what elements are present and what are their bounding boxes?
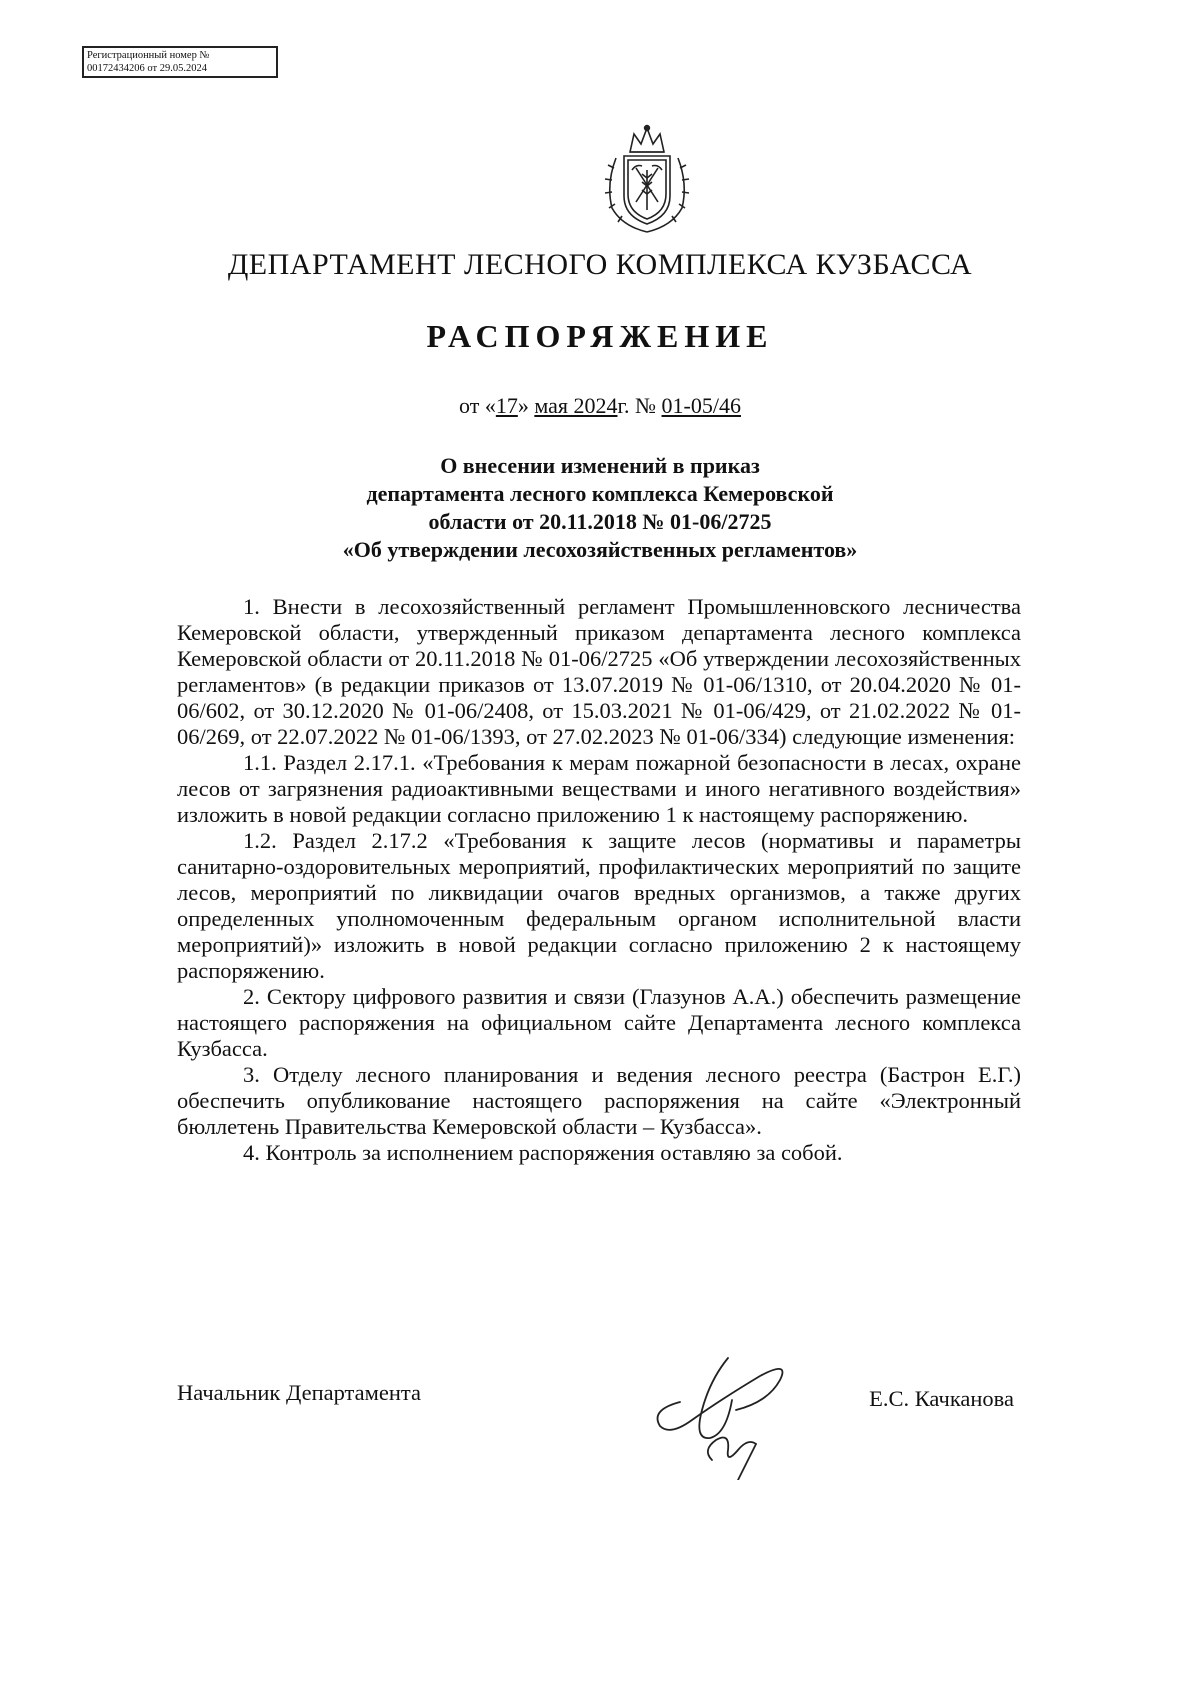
signatory-role: Начальник Департамента — [177, 1380, 422, 1405]
date-mid: » — [517, 393, 535, 418]
date-prefix: от « — [459, 393, 496, 418]
document-number: 01-05/46 — [661, 393, 741, 418]
document-title — [0, 452, 1200, 564]
paragraph-1: 1. Внести в лесохозяйственный регламент Промышленновского лесничества Кемеровской области, утвержденный приказом департамента лесного комплекса Кемеровской области от 20.11.2018 № 01-06/2725 «Об утверждении лесохозяйственных регламентов» (в редакции приказов от 13.07.2019 № 01-06/1310, от 20.04.2020 № 01-06/602, от 30.12.2020 № 01-06/2408, от 15.03.2021 № 01-06/429, от 21.02.2022 № 01-06/269, от 22.07.2022 № 01-06/1393, от 27.02.2023 № 01-06/334) следующие изменения: — [177, 594, 1021, 749]
paragraph-4: 4. Контроль за исполнением распоряжения оставляю за собой. — [243, 1140, 843, 1165]
title-line-3: области от 20.11.2018 № 01-06/2725 — [428, 509, 772, 534]
department-name: ДЕПАРТАМЕНТ ЛЕСНОГО КОМПЛЕКСА КУЗБАССА — [227, 248, 973, 281]
date-month-year: мая 2024 — [534, 393, 618, 418]
title-line-2: департамента лесного комплекса Кемеровской — [366, 481, 834, 506]
paragraph-2: 2. Сектору цифрового развития и связи (Глазунов А.А.) обеспечить размещение настоящего распоряжения на официальном сайте Департамента лесного комплекса Кузбасса. — [177, 984, 1021, 1061]
title-line-1: О внесении изменений в приказ — [440, 453, 760, 478]
kuzbass-coat-of-arms-icon — [600, 124, 694, 236]
title-line-4: «Об утверждении лесохозяйственных регламентов» — [342, 537, 858, 562]
registration-stamp — [82, 46, 278, 78]
document-type: РАСПОРЯЖЕНИЕ — [426, 318, 774, 354]
registration-line-1: Регистрационный номер № — [87, 50, 210, 61]
signatory-name: Е.С. Качканова — [869, 1386, 1014, 1411]
paragraph-3: 3. Отделу лесного планирования и ведения лесного реестра (Бастрон Е.Г.) обеспечить опубликование настоящего распоряжения на сайте «Электронный бюллетень Правительства Кемеровской области – Кузбасса». — [177, 1062, 1021, 1139]
handwritten-signature-icon — [640, 1340, 800, 1480]
date-line — [0, 393, 1200, 419]
date-suffix: г. № — [617, 393, 662, 418]
registration-line-2: 00172434206 от 29.05.2024 — [87, 63, 207, 74]
paragraph-1-1: 1.1. Раздел 2.17.1. «Требования к мерам пожарной безопасности в лесах, охране лесов от загрязнения радиоактивными веществами и иного негативного воздействия» изложить в новой редакции согласно приложению 1 к настоящему распоряжению. — [177, 750, 1021, 827]
document-body — [177, 594, 1021, 1166]
paragraph-1-2: 1.2. Раздел 2.17.2 «Требования к защите лесов (нормативы и параметры санитарно-оздоровительных мероприятий, профилактических мероприятий по защите лесов, мероприятий по ликвидации очагов вредных организмов, а также других определенных уполномоченным федеральным органом исполнительной власти мероприятий)» изложить в новой редакции согласно приложению 2 к настоящему распоряжению. — [177, 828, 1021, 983]
date-day: 17 — [495, 393, 518, 418]
